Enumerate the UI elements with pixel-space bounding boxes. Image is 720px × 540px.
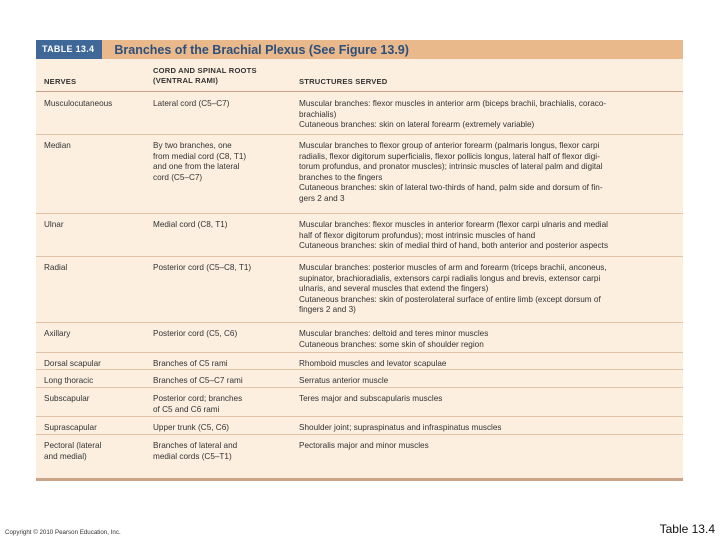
header-cord-line2: (VENTRAL RAMI) — [153, 76, 219, 85]
nerve-cell-line: Pectoral (lateral — [44, 441, 102, 450]
header-cord — [153, 66, 257, 86]
header-structures: STRUCTURES SERVED — [299, 77, 388, 86]
nerve-cell — [44, 329, 144, 340]
table-panel — [36, 40, 683, 481]
row-divider — [36, 213, 683, 214]
row-divider — [36, 352, 683, 353]
structures-cell-line: Muscular branches to flexor group of anterior forearm (palmaris longus, flexor carpi — [299, 141, 600, 150]
cord-cell-line: Upper trunk (C5, C6) — [153, 423, 229, 432]
structures-cell — [299, 423, 679, 434]
structures-cell-line: branches to the fingers — [299, 172, 383, 182]
cord-cell-line: cord (C5–C7) — [153, 172, 203, 182]
structures-cell-line: supinator, brachioradialis, extensors carpi radialis longus and brevis, extensor carpi — [299, 273, 601, 283]
structures-cell — [299, 394, 679, 405]
nerve-cell-line: Subscapular — [44, 394, 90, 403]
nerve-cell — [44, 423, 144, 434]
structures-cell-line: Muscular branches: flexor muscles in anterior forearm (flexor carpi ulnaris and medial — [299, 220, 608, 229]
nerve-cell-line: and medial) — [44, 451, 87, 461]
structures-cell-line: Shoulder joint; supraspinatus and infraspinatus muscles — [299, 423, 502, 432]
cord-cell-line: By two branches, one — [153, 141, 232, 150]
row-divider — [36, 256, 683, 257]
table-title: Branches of the Brachial Plexus (See Figure 13.9) — [114, 42, 409, 57]
structures-cell — [299, 220, 679, 252]
nerve-cell — [44, 376, 144, 387]
cord-cell-line: Posterior cord; branches — [153, 394, 243, 403]
cord-cell-line: of C5 and C6 rami — [153, 404, 220, 414]
slide-caption: Table 13.4 — [659, 522, 715, 536]
structures-cell-line: Cutaneous branches: skin of lateral two-thirds of hand, palm side and dorsum of fin- — [299, 183, 603, 193]
header-nerves: NERVES — [44, 77, 77, 86]
cord-cell — [153, 263, 291, 274]
structures-cell-line: Cutaneous branches: skin of medial third of hand, both anterior and posterior aspects — [299, 241, 609, 251]
cord-cell-line: Medial cord (C8, T1) — [153, 220, 228, 229]
structures-cell — [299, 99, 679, 131]
nerve-cell — [44, 99, 144, 110]
cord-cell — [153, 141, 291, 183]
structures-cell-line: Pectoralis major and minor muscles — [299, 441, 429, 450]
header-divider — [36, 91, 683, 92]
row-divider — [36, 369, 683, 370]
structures-cell-line: Serratus anterior muscle — [299, 376, 389, 385]
structures-cell-line: Teres major and subscapularis muscles — [299, 394, 443, 403]
row-divider — [36, 387, 683, 388]
row-divider — [36, 434, 683, 435]
structures-cell-line: half of flexor digitorum profundus); most intrinsic muscles of hand — [299, 230, 536, 240]
structures-cell — [299, 263, 679, 316]
cord-cell-line: from medial cord (C8, T1) — [153, 151, 247, 161]
cord-cell — [153, 99, 291, 110]
cord-cell — [153, 359, 291, 370]
structures-cell-line: Cutaneous branches: skin of posterolateral surface of entire limb (except dorsum of — [299, 294, 601, 304]
structures-cell-line: Cutaneous branches: some skin of shoulder region — [299, 339, 484, 349]
cord-cell-line: Lateral cord (C5–C7) — [153, 99, 230, 108]
structures-cell-line: brachialis) — [299, 109, 337, 119]
structures-cell-line: Rhomboid muscles and levator scapulae — [299, 359, 447, 368]
row-divider — [36, 134, 683, 135]
structures-cell-line: Muscular branches: deltoid and teres minor muscles — [299, 329, 489, 338]
nerve-cell-line: Suprascapular — [44, 423, 97, 432]
structures-cell — [299, 359, 679, 370]
cord-cell — [153, 423, 291, 434]
row-divider — [36, 416, 683, 417]
nerve-cell — [44, 141, 144, 152]
nerve-cell — [44, 220, 144, 231]
nerve-cell-line: Musculocutaneous — [44, 99, 113, 108]
structures-cell-line: fingers 2 and 3) — [299, 305, 356, 315]
nerve-cell-line: Ulnar — [44, 220, 64, 229]
cord-cell — [153, 376, 291, 387]
structures-cell-line: radialis, flexor digitorum superficialis, flexor pollicis longus, lateral half of flexor digi- — [299, 151, 600, 161]
cord-cell-line: Branches of C5–C7 rami — [153, 376, 243, 385]
structures-cell — [299, 376, 679, 387]
structures-cell-line: Cutaneous branches: skin on lateral forearm (extremely variable) — [299, 120, 535, 130]
nerve-cell — [44, 263, 144, 274]
nerve-cell-line: Radial — [44, 263, 68, 272]
cord-cell-line: Posterior cord (C5, C6) — [153, 329, 238, 338]
cord-cell — [153, 329, 291, 340]
structures-cell — [299, 329, 679, 350]
cord-cell-line: and one from the lateral — [153, 162, 240, 172]
table-title-bar — [36, 40, 683, 59]
nerve-cell — [44, 394, 144, 405]
cord-cell-line: Posterior cord (C5–C8, T1) — [153, 263, 252, 272]
nerve-cell-line: Axillary — [44, 329, 71, 338]
structures-cell — [299, 441, 679, 452]
header-cord-line1: CORD AND SPINAL ROOTS — [153, 66, 257, 75]
row-divider — [36, 322, 683, 323]
table-number: TABLE 13.4 — [36, 40, 102, 59]
structures-cell-line: ulnaris, and several muscles that extend the fingers) — [299, 284, 489, 294]
structures-cell-line: gers 2 and 3 — [299, 193, 345, 203]
structures-cell — [299, 141, 679, 205]
cord-cell-line: medial cords (C5–T1) — [153, 451, 232, 461]
nerve-cell — [44, 359, 144, 370]
structures-cell-line: Muscular branches: flexor muscles in anterior arm (biceps brachii, brachialis, coraco- — [299, 99, 607, 108]
cord-cell-line: Branches of lateral and — [153, 441, 238, 450]
copyright-notice: Copyright © 2010 Pearson Education, Inc. — [5, 529, 121, 536]
cord-cell — [153, 441, 291, 462]
structures-cell-line: torum profundus, and pronator muscles); intrinsic muscles of lateral palm and digital — [299, 162, 603, 172]
cord-cell-line: Branches of C5 rami — [153, 359, 228, 368]
nerve-cell — [44, 441, 144, 462]
cord-cell — [153, 220, 291, 231]
table-bottom-rule — [36, 478, 683, 481]
nerve-cell-line: Dorsal scapular — [44, 359, 101, 368]
nerve-cell-line: Long thoracic — [44, 376, 94, 385]
nerve-cell-line: Median — [44, 141, 71, 150]
cord-cell — [153, 394, 291, 415]
structures-cell-line: Muscular branches: posterior muscles of arm and forearm (triceps brachii, anconeus, — [299, 263, 607, 272]
